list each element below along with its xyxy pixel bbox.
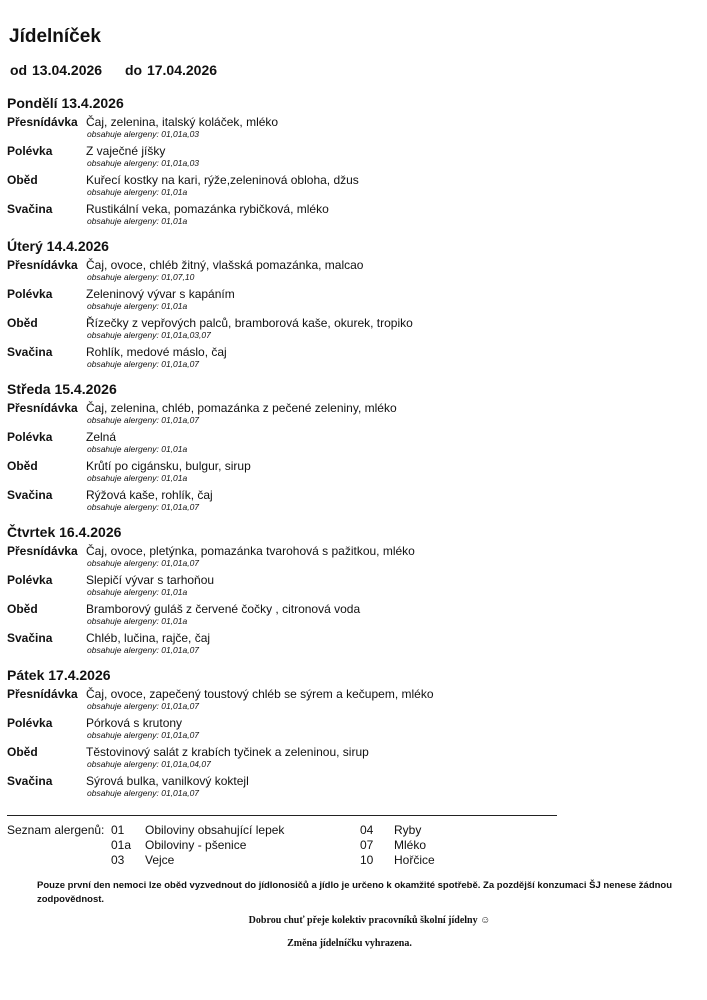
meal-body <box>86 745 607 774</box>
allergen-prefix: obsahuje alergeny: <box>87 759 159 769</box>
meal-dish: Čaj, ovoce, zapečený toustový chléb se sýrem a kečupem, mléko <box>86 687 434 701</box>
meal-body <box>86 774 607 803</box>
meal-body <box>86 144 607 173</box>
allergen-name: Mléko <box>394 838 427 852</box>
meal-row <box>7 488 607 517</box>
meal-row <box>7 345 607 374</box>
meal-row <box>7 631 607 660</box>
allergen-prefix: obsahuje alergeny: <box>87 359 159 369</box>
meal-label: Svačina <box>7 202 53 216</box>
meal-body <box>86 258 607 287</box>
meal-label: Oběd <box>7 316 38 330</box>
allergen-codes: 01,01a,07 <box>161 502 200 512</box>
meal-allergens <box>87 187 607 198</box>
meal-row <box>7 258 607 287</box>
meal-allergens <box>87 645 607 656</box>
meal-dish: Slepičí vývar s tarhoňou <box>86 573 215 587</box>
meal-dish: Rohlík, medové máslo, čaj <box>86 345 227 359</box>
allergen-code: 01a <box>111 838 132 852</box>
meal-label: Přesnídávka <box>7 115 78 129</box>
allergen-prefix: obsahuje alergeny: <box>87 788 159 798</box>
meal-row <box>7 774 607 803</box>
meal-body <box>86 716 607 745</box>
meal-body <box>86 488 607 517</box>
allergen-prefix: obsahuje alergeny: <box>87 415 159 425</box>
meal-allergens <box>87 616 607 627</box>
meal-label: Svačina <box>7 345 53 359</box>
meal-dish: Čaj, ovoce, chléb žitný, vlašská pomazánka, malcao <box>86 258 364 272</box>
meal-row <box>7 745 607 774</box>
allergen-codes: 01,01a,03,07 <box>161 330 211 340</box>
meal-allergens <box>87 788 607 799</box>
meal-allergens <box>87 301 607 312</box>
day-heading: Středa 15.4.2026 <box>7 381 117 397</box>
meal-allergens <box>87 558 607 569</box>
to-label: do <box>124 62 143 78</box>
allergen-name: Obiloviny obsahující lepek <box>145 823 285 837</box>
to-date: 17.04.2026 <box>146 62 218 78</box>
meal-label: Svačina <box>7 774 53 788</box>
day-section <box>7 522 607 660</box>
allergen-codes: 01,01a,07 <box>161 788 200 798</box>
meal-allergens <box>87 272 607 283</box>
allergen-codes: 01,01a,07 <box>161 415 200 425</box>
allergen-codes: 01,01a,04,07 <box>161 759 211 769</box>
meal-dish: Chléb, lučina, rajče, čaj <box>86 631 211 645</box>
allergen-prefix: obsahuje alergeny: <box>87 645 159 655</box>
allergen-codes: 01,01a,07 <box>161 645 200 655</box>
meal-dish: Rustikální veka, pomazánka rybičková, mléko <box>86 202 329 216</box>
meal-row <box>7 401 607 430</box>
allergen-prefix: obsahuje alergeny: <box>87 616 159 626</box>
meal-body <box>86 202 607 231</box>
meal-dish: Bramborový guláš z červené čočky , citronová voda <box>86 602 361 616</box>
meal-dish: Z vaječné jíšky <box>86 144 166 158</box>
meal-allergens <box>87 730 607 741</box>
meal-row <box>7 544 607 573</box>
meal-body <box>86 401 607 430</box>
from-date: 13.04.2026 <box>32 62 103 78</box>
meal-label: Oběd <box>7 602 38 616</box>
meal-row <box>7 115 607 144</box>
meal-allergens <box>87 444 607 455</box>
allergen-prefix: obsahuje alergeny: <box>87 330 159 340</box>
meal-row <box>7 202 607 231</box>
meal-row <box>7 316 607 345</box>
allergen-codes: 01,01a <box>161 473 188 483</box>
allergen-codes: 01,01a,07 <box>161 701 200 711</box>
day-section <box>7 379 607 517</box>
meal-body <box>86 602 607 631</box>
allergen-prefix: obsahuje alergeny: <box>87 558 159 568</box>
meal-body <box>86 544 607 573</box>
day-heading: Pondělí 13.4.2026 <box>7 95 124 111</box>
meal-label: Přesnídávka <box>7 544 78 558</box>
allergen-list-title: Seznam alergenů: <box>7 823 105 837</box>
date-range <box>10 62 217 78</box>
allergen-code: 07 <box>360 838 374 852</box>
day-heading: Čtvrtek 16.4.2026 <box>7 524 122 540</box>
meal-label: Oběd <box>7 745 38 759</box>
meal-allergens <box>87 701 607 712</box>
meal-label: Přesnídávka <box>7 401 78 415</box>
meal-dish: Čaj, zelenina, italský koláček, mléko <box>86 115 279 129</box>
meal-allergens <box>87 216 607 227</box>
meal-row <box>7 287 607 316</box>
allergen-code: 10 <box>360 853 374 867</box>
allergen-codes: 01,01a <box>161 444 188 454</box>
meal-dish: Zelná <box>86 430 117 444</box>
allergen-item <box>111 853 174 868</box>
allergen-code: 04 <box>360 823 374 837</box>
meal-row <box>7 573 607 602</box>
meal-body <box>86 430 607 459</box>
allergen-item <box>111 838 246 853</box>
allergen-prefix: obsahuje alergeny: <box>87 730 159 740</box>
allergen-codes: 01,01a,03 <box>161 158 200 168</box>
meal-allergens <box>87 502 607 513</box>
meal-label: Svačina <box>7 631 53 645</box>
meal-row <box>7 144 607 173</box>
allergen-prefix: obsahuje alergeny: <box>87 129 159 139</box>
closing-greeting: Dobrou chuť přeje kolektiv pracovníků školní jídelny ☺ <box>248 915 491 926</box>
meal-label: Přesnídávka <box>7 258 78 272</box>
meal-row <box>7 430 607 459</box>
allergen-prefix: obsahuje alergeny: <box>87 587 159 597</box>
meal-dish: Čaj, ovoce, pletýnka, pomazánka tvarohová s pažitkou, mléko <box>86 544 415 558</box>
meal-dish: Rýžová kaše, rohlík, čaj <box>86 488 213 502</box>
meal-body <box>86 573 607 602</box>
meal-body <box>86 631 607 660</box>
day-section <box>7 236 607 374</box>
meal-allergens <box>87 158 607 169</box>
meal-dish: Čaj, zelenina, chléb, pomazánka z pečené zeleniny, mléko <box>86 401 397 415</box>
day-heading: Úterý 14.4.2026 <box>7 238 109 254</box>
meal-row <box>7 602 607 631</box>
allergen-item <box>360 838 426 853</box>
allergen-prefix: obsahuje alergeny: <box>87 473 159 483</box>
meal-body <box>86 173 607 202</box>
allergen-codes: 01,01a <box>161 587 188 597</box>
allergen-prefix: obsahuje alergeny: <box>87 272 159 282</box>
allergen-codes: 01,01a <box>161 216 188 226</box>
meal-dish: Krůtí po cigánsku, bulgur, sirup <box>86 459 251 473</box>
meal-body <box>86 459 607 488</box>
meal-label: Oběd <box>7 459 38 473</box>
allergen-code: 01 <box>111 823 125 837</box>
day-section <box>7 93 607 231</box>
allergen-codes: 01,01a <box>161 187 188 197</box>
meal-allergens <box>87 415 607 426</box>
allergen-name: Vejce <box>145 853 175 867</box>
meal-label: Oběd <box>7 173 38 187</box>
allergen-prefix: obsahuje alergeny: <box>87 216 159 226</box>
allergen-codes: 01,01a,03 <box>161 129 200 139</box>
allergen-codes: 01,01a,07 <box>161 558 200 568</box>
meal-label: Přesnídávka <box>7 687 78 701</box>
allergen-codes: 01,01a <box>161 301 188 311</box>
day-heading: Pátek 17.4.2026 <box>7 667 111 683</box>
meal-label: Polévka <box>7 287 53 301</box>
meal-dish: Pórková s krutony <box>86 716 183 730</box>
closing-disclaimer: Změna jídelníčku vyhrazena. <box>287 938 412 949</box>
allergen-item <box>111 823 284 838</box>
meal-row <box>7 459 607 488</box>
allergen-codes: 01,01a,07 <box>161 359 200 369</box>
meal-label: Polévka <box>7 573 53 587</box>
meal-body <box>86 115 607 144</box>
meal-dish: Zeleninový vývar s kapáním <box>86 287 235 301</box>
meal-row <box>7 173 607 202</box>
allergen-prefix: obsahuje alergeny: <box>87 158 159 168</box>
meal-allergens <box>87 330 607 341</box>
allergen-prefix: obsahuje alergeny: <box>87 444 159 454</box>
pickup-notice: Pouze první den nemoci lze oběd vyzvednout do jídlonosičů a jídlo je určeno k okamžité spotřebě. Za pozdější konzumaci ŠJ nenese žádnou zodpovědnost. <box>37 880 673 905</box>
meal-row <box>7 716 607 745</box>
meal-allergens <box>87 473 607 484</box>
allergen-item <box>360 853 435 868</box>
day-section <box>7 665 607 803</box>
meal-body <box>86 316 607 345</box>
allergen-item <box>360 823 421 838</box>
meal-row <box>7 687 607 716</box>
allergen-prefix: obsahuje alergeny: <box>87 502 159 512</box>
allergen-prefix: obsahuje alergeny: <box>87 301 159 311</box>
meal-body <box>86 287 607 316</box>
meal-allergens <box>87 359 607 370</box>
allergen-prefix: obsahuje alergeny: <box>87 187 159 197</box>
meal-body <box>86 345 607 374</box>
allergen-name: Ryby <box>394 823 422 837</box>
meal-dish: Těstovinový salát z krabích tyčinek a zeleninou, sirup <box>86 745 369 759</box>
meal-label: Polévka <box>7 144 53 158</box>
divider <box>7 815 557 816</box>
allergen-code: 03 <box>111 853 125 867</box>
meal-label: Svačina <box>7 488 53 502</box>
allergen-codes: 01,01a,07 <box>161 730 200 740</box>
from-label: od <box>10 62 28 78</box>
allergen-codes: 01,01a <box>161 616 188 626</box>
allergen-name: Obiloviny - pšenice <box>145 838 247 852</box>
menu-days <box>7 93 607 808</box>
allergen-name: Hořčice <box>394 853 435 867</box>
meal-dish: Řízečky z vepřových palců, bramborová kaše, okurek, tropiko <box>86 316 413 330</box>
meal-dish: Sýrová bulka, vanilkový koktejl <box>86 774 249 788</box>
meal-allergens <box>87 587 607 598</box>
meal-allergens <box>87 129 607 140</box>
meal-dish: Kuřecí kostky na kari, rýže,zeleninová obloha, džus <box>86 173 359 187</box>
meal-body <box>86 687 607 716</box>
meal-label: Polévka <box>7 716 53 730</box>
meal-allergens <box>87 759 607 770</box>
allergen-prefix: obsahuje alergeny: <box>87 701 159 711</box>
page-title: Jídelníček <box>9 26 101 47</box>
meal-label: Polévka <box>7 430 53 444</box>
allergen-codes: 01,07,10 <box>161 272 195 282</box>
